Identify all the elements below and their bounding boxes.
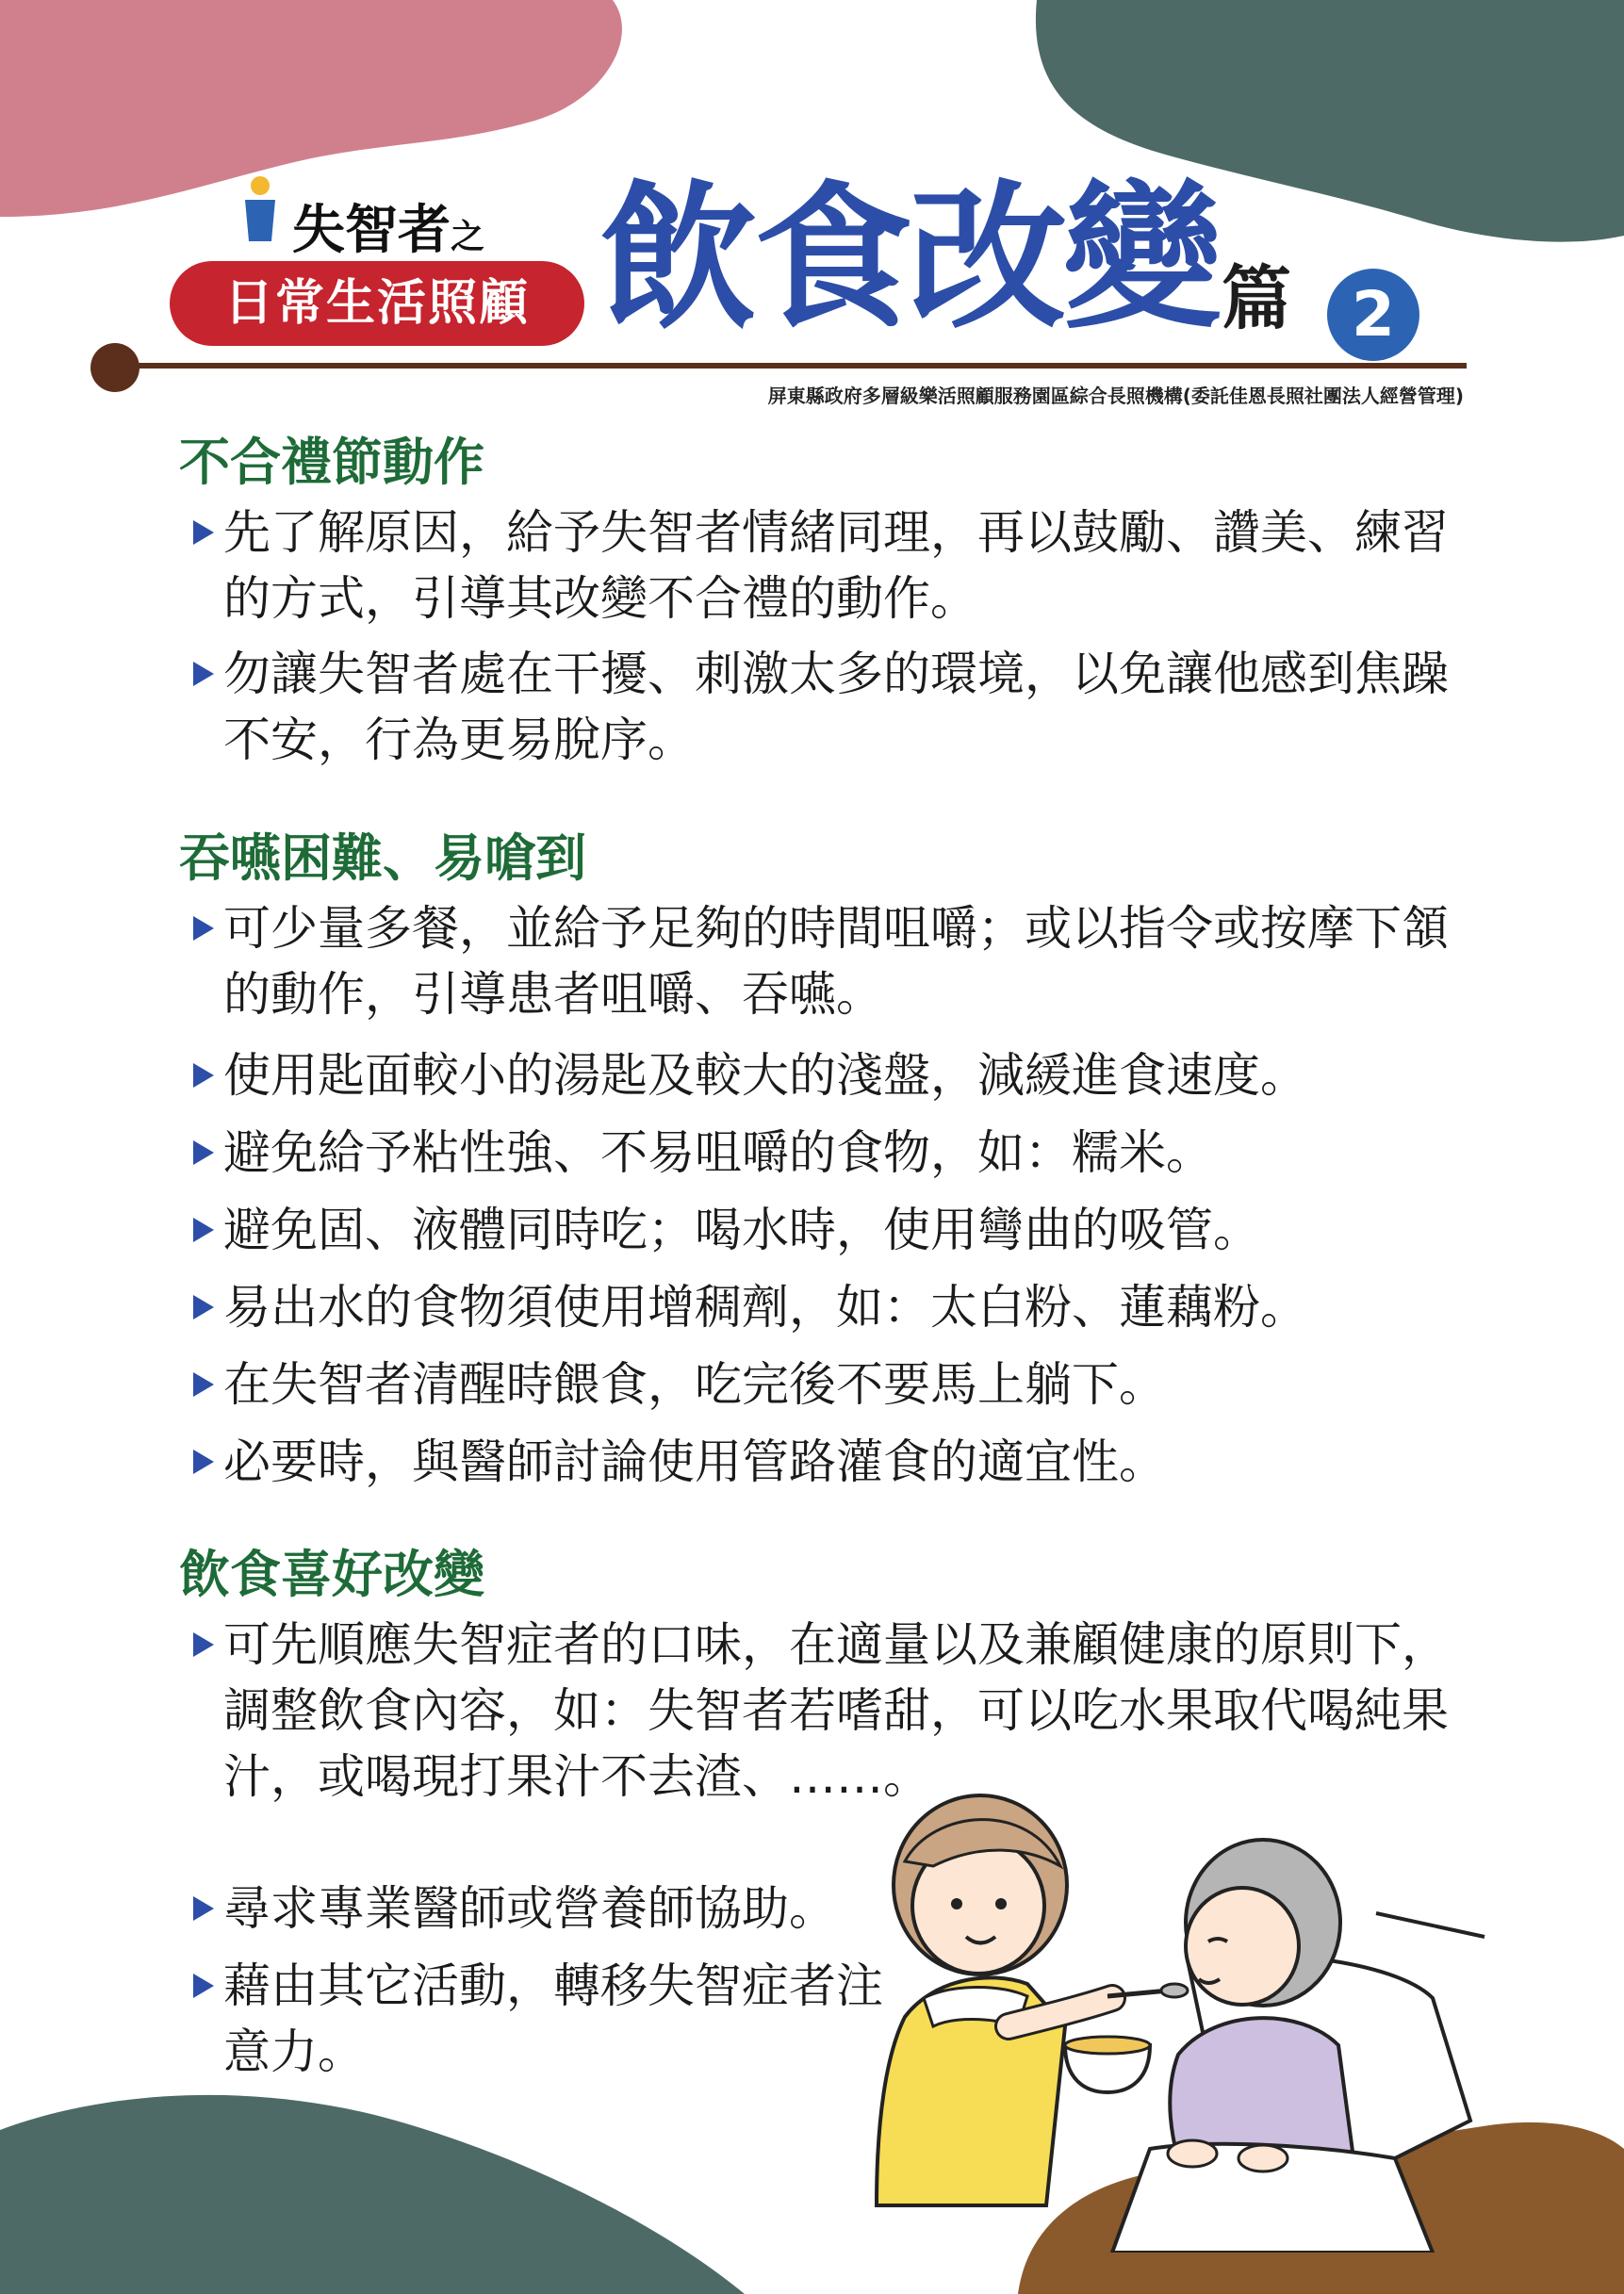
section-heading-preference: 飲食喜好改變: [179, 1545, 484, 1604]
bullet-arrow-icon: [193, 1896, 214, 1921]
section-heading-etiquette: 不合禮節動作: [179, 433, 484, 492]
intro-main: 失智者: [292, 200, 451, 261]
issue-number-badge: 2: [1327, 269, 1419, 361]
bullet-arrow-icon: [193, 1063, 214, 1088]
bullet-arrow-icon: [193, 1218, 214, 1242]
header-rule: [113, 363, 1467, 369]
title-suffix: 篇: [1222, 258, 1291, 339]
header-rule-dot: [90, 343, 139, 392]
page-title: 飲食改變: [599, 166, 1218, 351]
bullet-arrow-icon: [193, 1450, 214, 1474]
bullet-arrow-icon: [193, 1372, 214, 1397]
organization-credit: 屏東縣政府多層級樂活照顧服務園區綜合長照機構(委託佳恩長照社團法人經營管理): [767, 385, 1464, 407]
person-icon: [241, 175, 279, 243]
bullet-arrow-icon: [193, 1974, 214, 1998]
caregiver-feeding-illustration: [867, 1744, 1489, 2253]
section-heading-swallowing: 吞嚥困難、易嗆到: [179, 828, 586, 888]
bullet-arrow-icon: [193, 1295, 214, 1319]
category-pill: 日常生活照顧: [170, 261, 584, 346]
teal-blob-bottom-left: [0, 2073, 773, 2294]
intro-line: [292, 188, 484, 264]
intro-small: 之: [451, 218, 485, 256]
bullet-arrow-icon: [193, 916, 214, 941]
bullet-arrow-icon: [193, 520, 214, 545]
bullet-arrow-icon: [193, 1632, 214, 1657]
bullet-arrow-icon: [193, 662, 214, 686]
bullet-arrow-icon: [193, 1140, 214, 1165]
